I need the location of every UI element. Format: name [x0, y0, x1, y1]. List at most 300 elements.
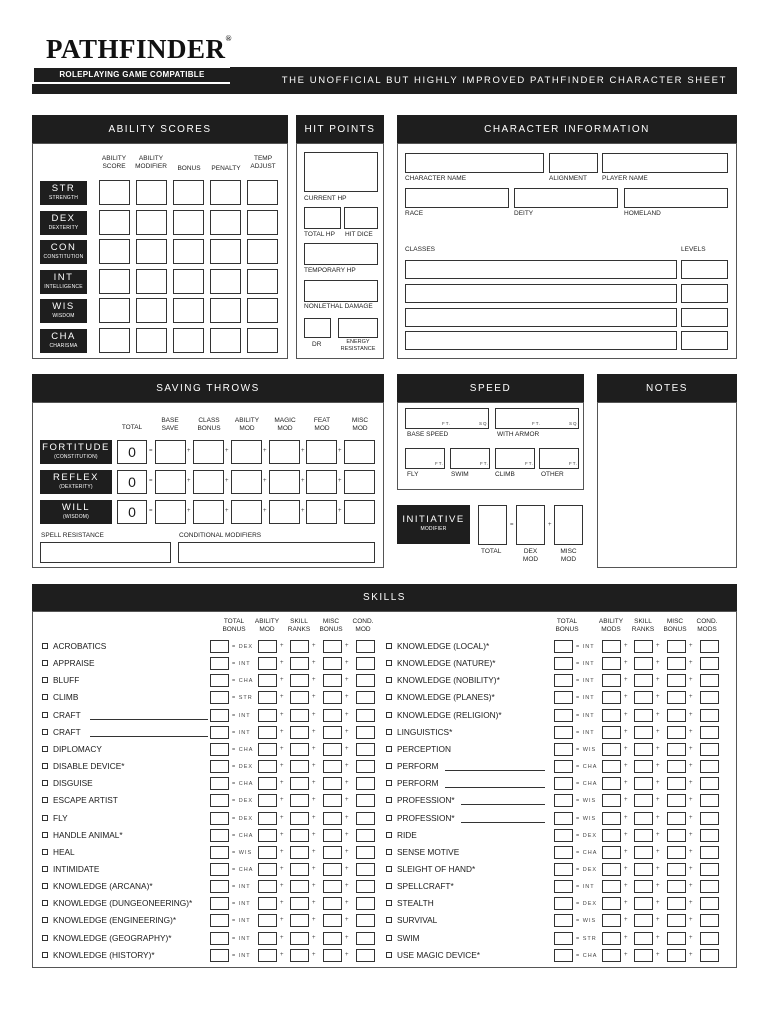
- dr-field[interactable]: [304, 318, 331, 338]
- skill-right-12-field-4[interactable]: [700, 829, 719, 842]
- skill-left-12-total[interactable]: [210, 829, 229, 842]
- skill-right-12-field-2[interactable]: [634, 829, 653, 842]
- save-reflex-field-3[interactable]: [231, 470, 262, 494]
- skill-right-17-field-2[interactable]: [634, 914, 653, 927]
- skill-left-5-specialty-line[interactable]: [90, 719, 208, 720]
- ability-dex-field-5[interactable]: [247, 210, 278, 235]
- skill-left-19-label[interactable]: KNOWLEDGE (HISTORY)*: [42, 950, 155, 960]
- skill-right-12-field-3[interactable]: [667, 829, 686, 842]
- skill-left-11-field-4[interactable]: [356, 812, 375, 825]
- skill-left-7-checkbox[interactable]: [42, 746, 48, 752]
- skill-left-11-field-3[interactable]: [323, 812, 342, 825]
- skill-right-10-field-1[interactable]: [602, 794, 621, 807]
- skill-right-6-label[interactable]: LINGUISTICS*: [386, 727, 452, 737]
- skill-left-6-field-4[interactable]: [356, 726, 375, 739]
- skill-right-11-field-3[interactable]: [667, 812, 686, 825]
- ability-int-field-1[interactable]: [99, 269, 130, 294]
- skill-right-17-label[interactable]: SURVIVAL: [386, 915, 437, 925]
- skill-right-5-field-1[interactable]: [602, 709, 621, 722]
- total-hp-field[interactable]: [304, 207, 341, 229]
- skill-right-7-field-1[interactable]: [602, 743, 621, 756]
- hit-dice-field[interactable]: [344, 207, 378, 229]
- skill-left-5-field-2[interactable]: [290, 709, 309, 722]
- save-fortitude-field-6[interactable]: [344, 440, 375, 464]
- skill-right-12-label[interactable]: RIDE: [386, 830, 417, 840]
- skill-left-8-total[interactable]: [210, 760, 229, 773]
- save-will-field-2[interactable]: [193, 500, 224, 524]
- skill-right-14-field-3[interactable]: [667, 863, 686, 876]
- skill-right-3-total[interactable]: [554, 674, 573, 687]
- skill-right-13-field-2[interactable]: [634, 846, 653, 859]
- skill-left-18-label[interactable]: KNOWLEDGE (GEOGRAPHY)*: [42, 933, 171, 943]
- skill-right-8-total[interactable]: [554, 760, 573, 773]
- skill-right-18-label[interactable]: SWIM: [386, 933, 420, 943]
- skill-right-1-checkbox[interactable]: [386, 643, 392, 649]
- level-field-2[interactable]: [681, 284, 728, 303]
- skill-left-3-field-3[interactable]: [323, 674, 342, 687]
- skill-right-19-field-3[interactable]: [667, 949, 686, 962]
- skill-left-8-field-1[interactable]: [258, 760, 277, 773]
- skill-left-10-field-4[interactable]: [356, 794, 375, 807]
- skill-left-19-field-3[interactable]: [323, 949, 342, 962]
- save-fortitude-field-2[interactable]: [193, 440, 224, 464]
- skill-right-16-total[interactable]: [554, 897, 573, 910]
- skill-left-7-field-3[interactable]: [323, 743, 342, 756]
- skill-right-10-total[interactable]: [554, 794, 573, 807]
- race-field[interactable]: [405, 188, 509, 208]
- skill-left-7-field-1[interactable]: [258, 743, 277, 756]
- skill-right-9-label[interactable]: PERFORM: [386, 778, 439, 788]
- skill-right-4-total[interactable]: [554, 691, 573, 704]
- skill-left-6-field-3[interactable]: [323, 726, 342, 739]
- ability-int-field-3[interactable]: [173, 269, 204, 294]
- skill-right-1-label[interactable]: KNOWLEDGE (LOCAL)*: [386, 641, 489, 651]
- skill-right-11-field-2[interactable]: [634, 812, 653, 825]
- skill-right-2-field-4[interactable]: [700, 657, 719, 670]
- skill-right-18-field-3[interactable]: [667, 932, 686, 945]
- nonlethal-damage-field[interactable]: [304, 280, 378, 302]
- skill-right-16-field-4[interactable]: [700, 897, 719, 910]
- skill-left-5-field-1[interactable]: [258, 709, 277, 722]
- conditional-modifiers-field[interactable]: [178, 542, 375, 563]
- skill-right-5-checkbox[interactable]: [386, 712, 392, 718]
- ability-con-field-2[interactable]: [136, 239, 167, 264]
- skill-left-10-field-3[interactable]: [323, 794, 342, 807]
- ability-dex-field-1[interactable]: [99, 210, 130, 235]
- save-will-field-1[interactable]: [155, 500, 186, 524]
- level-field-1[interactable]: [681, 260, 728, 279]
- skill-right-4-field-1[interactable]: [602, 691, 621, 704]
- skill-right-14-total[interactable]: [554, 863, 573, 876]
- skill-left-6-specialty-line[interactable]: [90, 736, 208, 737]
- skill-left-13-checkbox[interactable]: [42, 849, 48, 855]
- skill-left-3-field-2[interactable]: [290, 674, 309, 687]
- ability-wis-field-3[interactable]: [173, 298, 204, 323]
- skill-right-6-field-4[interactable]: [700, 726, 719, 739]
- ability-con-field-3[interactable]: [173, 239, 204, 264]
- skill-right-9-checkbox[interactable]: [386, 780, 392, 786]
- skill-right-13-label[interactable]: SENSE MOTIVE: [386, 847, 459, 857]
- skill-left-13-field-1[interactable]: [258, 846, 277, 859]
- skill-right-9-total[interactable]: [554, 777, 573, 790]
- skill-left-12-field-4[interactable]: [356, 829, 375, 842]
- skill-right-19-total[interactable]: [554, 949, 573, 962]
- skill-left-13-field-4[interactable]: [356, 846, 375, 859]
- skill-right-3-label[interactable]: KNOWLEDGE (NOBILITY)*: [386, 675, 500, 685]
- skill-right-9-field-1[interactable]: [602, 777, 621, 790]
- skill-left-17-label[interactable]: KNOWLEDGE (ENGINEERING)*: [42, 915, 176, 925]
- skill-right-3-checkbox[interactable]: [386, 677, 392, 683]
- skill-right-10-label[interactable]: PROFESSION*: [386, 795, 455, 805]
- skill-left-9-total[interactable]: [210, 777, 229, 790]
- save-fortitude-field-3[interactable]: [231, 440, 262, 464]
- ability-cha-field-4[interactable]: [210, 328, 241, 353]
- skill-left-16-field-3[interactable]: [323, 897, 342, 910]
- skill-left-14-total[interactable]: [210, 863, 229, 876]
- skill-right-13-field-1[interactable]: [602, 846, 621, 859]
- skill-right-19-field-2[interactable]: [634, 949, 653, 962]
- level-field-3[interactable]: [681, 308, 728, 327]
- skill-left-2-checkbox[interactable]: [42, 660, 48, 666]
- skill-right-8-specialty-line[interactable]: [445, 770, 545, 771]
- skill-right-7-label[interactable]: PERCEPTION: [386, 744, 451, 754]
- skill-left-2-field-1[interactable]: [258, 657, 277, 670]
- skill-right-9-specialty-line[interactable]: [445, 787, 545, 788]
- skill-left-8-checkbox[interactable]: [42, 763, 48, 769]
- ability-dex-field-2[interactable]: [136, 210, 167, 235]
- skill-right-9-field-4[interactable]: [700, 777, 719, 790]
- skill-left-17-checkbox[interactable]: [42, 917, 48, 923]
- skill-left-4-field-2[interactable]: [290, 691, 309, 704]
- skill-right-7-checkbox[interactable]: [386, 746, 392, 752]
- skill-right-4-field-3[interactable]: [667, 691, 686, 704]
- skill-right-6-field-3[interactable]: [667, 726, 686, 739]
- skill-left-15-field-3[interactable]: [323, 880, 342, 893]
- skill-right-2-checkbox[interactable]: [386, 660, 392, 666]
- skill-right-1-field-4[interactable]: [700, 640, 719, 653]
- skill-left-15-field-4[interactable]: [356, 880, 375, 893]
- save-reflex-field-5[interactable]: [306, 470, 337, 494]
- skill-right-13-field-3[interactable]: [667, 846, 686, 859]
- ability-cha-field-1[interactable]: [99, 328, 130, 353]
- initiative-total-field[interactable]: [478, 505, 507, 545]
- skill-right-1-field-1[interactable]: [602, 640, 621, 653]
- energy-resistance-field[interactable]: [338, 318, 378, 338]
- skill-left-14-field-3[interactable]: [323, 863, 342, 876]
- skill-right-9-field-3[interactable]: [667, 777, 686, 790]
- alignment-field[interactable]: [549, 153, 598, 173]
- skill-right-15-total[interactable]: [554, 880, 573, 893]
- skill-right-13-checkbox[interactable]: [386, 849, 392, 855]
- skill-left-15-label[interactable]: KNOWLEDGE (ARCANA)*: [42, 881, 153, 891]
- save-fortitude-field-5[interactable]: [306, 440, 337, 464]
- skill-right-14-field-1[interactable]: [602, 863, 621, 876]
- skill-left-9-field-2[interactable]: [290, 777, 309, 790]
- class-field-4[interactable]: [405, 331, 677, 350]
- skill-left-8-field-3[interactable]: [323, 760, 342, 773]
- skill-right-7-field-4[interactable]: [700, 743, 719, 756]
- skill-left-7-field-4[interactable]: [356, 743, 375, 756]
- skill-left-8-label[interactable]: DISABLE DEVICE*: [42, 761, 124, 771]
- skill-left-1-label[interactable]: ACROBATICS: [42, 641, 106, 651]
- skill-right-15-label[interactable]: SPELLCRAFT*: [386, 881, 454, 891]
- skill-left-4-checkbox[interactable]: [42, 694, 48, 700]
- skill-right-11-specialty-line[interactable]: [461, 822, 545, 823]
- skill-left-3-total[interactable]: [210, 674, 229, 687]
- skill-left-16-total[interactable]: [210, 897, 229, 910]
- ability-str-field-2[interactable]: [136, 180, 167, 205]
- skill-right-10-field-4[interactable]: [700, 794, 719, 807]
- skill-right-3-field-4[interactable]: [700, 674, 719, 687]
- skill-left-12-label[interactable]: HANDLE ANIMAL*: [42, 830, 123, 840]
- skill-right-16-field-1[interactable]: [602, 897, 621, 910]
- initiative-dex-mod-field[interactable]: [516, 505, 545, 545]
- skill-right-15-field-4[interactable]: [700, 880, 719, 893]
- skill-left-1-field-3[interactable]: [323, 640, 342, 653]
- skill-right-17-field-4[interactable]: [700, 914, 719, 927]
- skill-left-16-field-2[interactable]: [290, 897, 309, 910]
- skill-left-18-checkbox[interactable]: [42, 935, 48, 941]
- skill-right-14-label[interactable]: SLEIGHT OF HAND*: [386, 864, 475, 874]
- skill-right-17-total[interactable]: [554, 914, 573, 927]
- skill-right-16-label[interactable]: STEALTH: [386, 898, 434, 908]
- skill-left-14-field-2[interactable]: [290, 863, 309, 876]
- skill-right-16-checkbox[interactable]: [386, 900, 392, 906]
- skill-right-10-specialty-line[interactable]: [461, 804, 545, 805]
- skill-right-8-field-1[interactable]: [602, 760, 621, 773]
- skill-right-1-field-2[interactable]: [634, 640, 653, 653]
- skill-left-3-field-4[interactable]: [356, 674, 375, 687]
- skill-left-13-label[interactable]: HEAL: [42, 847, 75, 857]
- skill-left-15-checkbox[interactable]: [42, 883, 48, 889]
- skill-left-17-field-1[interactable]: [258, 914, 277, 927]
- skill-left-3-checkbox[interactable]: [42, 677, 48, 683]
- skill-left-2-label[interactable]: APPRAISE: [42, 658, 95, 668]
- ability-str-field-5[interactable]: [247, 180, 278, 205]
- skill-left-18-field-2[interactable]: [290, 932, 309, 945]
- skill-right-2-field-1[interactable]: [602, 657, 621, 670]
- skill-left-12-field-2[interactable]: [290, 829, 309, 842]
- initiative-misc-mod-field[interactable]: [554, 505, 583, 545]
- skill-right-15-field-3[interactable]: [667, 880, 686, 893]
- skill-right-6-total[interactable]: [554, 726, 573, 739]
- class-field-1[interactable]: [405, 260, 677, 279]
- skill-right-12-checkbox[interactable]: [386, 832, 392, 838]
- skill-right-17-field-3[interactable]: [667, 914, 686, 927]
- skill-left-14-field-1[interactable]: [258, 863, 277, 876]
- skill-left-14-label[interactable]: INTIMIDATE: [42, 864, 99, 874]
- skill-right-4-label[interactable]: KNOWLEDGE (PLANES)*: [386, 692, 495, 702]
- skill-left-11-label[interactable]: FLY: [42, 813, 68, 823]
- skill-left-8-field-2[interactable]: [290, 760, 309, 773]
- skill-right-15-field-1[interactable]: [602, 880, 621, 893]
- skill-left-7-label[interactable]: DIPLOMACY: [42, 744, 102, 754]
- ability-int-field-5[interactable]: [247, 269, 278, 294]
- skill-left-6-checkbox[interactable]: [42, 729, 48, 735]
- skill-left-13-field-3[interactable]: [323, 846, 342, 859]
- skill-right-17-field-1[interactable]: [602, 914, 621, 927]
- skill-left-6-total[interactable]: [210, 726, 229, 739]
- skill-left-9-label[interactable]: DISGUISE: [42, 778, 93, 788]
- skill-left-4-total[interactable]: [210, 691, 229, 704]
- skill-left-10-checkbox[interactable]: [42, 797, 48, 803]
- ability-con-field-5[interactable]: [247, 239, 278, 264]
- ability-str-field-4[interactable]: [210, 180, 241, 205]
- skill-left-18-field-3[interactable]: [323, 932, 342, 945]
- skill-left-11-total[interactable]: [210, 812, 229, 825]
- skill-right-7-field-3[interactable]: [667, 743, 686, 756]
- skill-left-5-checkbox[interactable]: [42, 712, 48, 718]
- skill-right-14-field-4[interactable]: [700, 863, 719, 876]
- skill-right-14-checkbox[interactable]: [386, 866, 392, 872]
- skill-left-16-label[interactable]: KNOWLEDGE (DUNGEONEERING)*: [42, 898, 192, 908]
- skill-right-7-field-2[interactable]: [634, 743, 653, 756]
- current-hp-field[interactable]: [304, 152, 378, 192]
- skill-right-2-field-3[interactable]: [667, 657, 686, 670]
- skill-right-18-field-2[interactable]: [634, 932, 653, 945]
- save-fortitude-total-field[interactable]: 0: [117, 440, 147, 464]
- skill-right-3-field-2[interactable]: [634, 674, 653, 687]
- ability-cha-field-3[interactable]: [173, 328, 204, 353]
- class-field-2[interactable]: [405, 284, 677, 303]
- skill-left-10-field-1[interactable]: [258, 794, 277, 807]
- skill-right-16-field-3[interactable]: [667, 897, 686, 910]
- player-name-field[interactable]: [602, 153, 728, 173]
- skill-right-6-field-1[interactable]: [602, 726, 621, 739]
- skill-right-8-label[interactable]: PERFORM: [386, 761, 439, 771]
- skill-right-4-checkbox[interactable]: [386, 694, 392, 700]
- skill-right-18-field-1[interactable]: [602, 932, 621, 945]
- skill-right-5-total[interactable]: [554, 709, 573, 722]
- skill-right-11-label[interactable]: PROFESSION*: [386, 813, 455, 823]
- ability-wis-field-5[interactable]: [247, 298, 278, 323]
- skill-right-9-field-2[interactable]: [634, 777, 653, 790]
- skill-right-8-checkbox[interactable]: [386, 763, 392, 769]
- skill-right-13-total[interactable]: [554, 846, 573, 859]
- skill-right-2-field-2[interactable]: [634, 657, 653, 670]
- save-reflex-field-1[interactable]: [155, 470, 186, 494]
- skill-left-5-total[interactable]: [210, 709, 229, 722]
- ability-con-field-1[interactable]: [99, 239, 130, 264]
- ability-dex-field-4[interactable]: [210, 210, 241, 235]
- skill-left-11-field-2[interactable]: [290, 812, 309, 825]
- skill-left-5-field-3[interactable]: [323, 709, 342, 722]
- skill-right-19-checkbox[interactable]: [386, 952, 392, 958]
- save-reflex-field-4[interactable]: [269, 470, 300, 494]
- skill-left-9-field-1[interactable]: [258, 777, 277, 790]
- skill-left-14-checkbox[interactable]: [42, 866, 48, 872]
- skill-left-12-checkbox[interactable]: [42, 832, 48, 838]
- skill-right-15-checkbox[interactable]: [386, 883, 392, 889]
- save-reflex-field-6[interactable]: [344, 470, 375, 494]
- skill-left-2-field-3[interactable]: [323, 657, 342, 670]
- class-field-3[interactable]: [405, 308, 677, 327]
- skill-left-16-field-4[interactable]: [356, 897, 375, 910]
- ability-wis-field-2[interactable]: [136, 298, 167, 323]
- save-reflex-field-2[interactable]: [193, 470, 224, 494]
- skill-right-8-field-2[interactable]: [634, 760, 653, 773]
- skill-right-11-total[interactable]: [554, 812, 573, 825]
- skill-right-2-label[interactable]: KNOWLEDGE (NATURE)*: [386, 658, 496, 668]
- skill-right-18-checkbox[interactable]: [386, 935, 392, 941]
- skill-left-12-field-3[interactable]: [323, 829, 342, 842]
- skill-left-17-field-3[interactable]: [323, 914, 342, 927]
- save-fortitude-field-4[interactable]: [269, 440, 300, 464]
- skill-left-11-checkbox[interactable]: [42, 815, 48, 821]
- skill-left-16-field-1[interactable]: [258, 897, 277, 910]
- skill-left-7-total[interactable]: [210, 743, 229, 756]
- skill-left-19-field-4[interactable]: [356, 949, 375, 962]
- skill-left-6-label[interactable]: CRAFT: [42, 727, 81, 737]
- skill-left-9-checkbox[interactable]: [42, 780, 48, 786]
- skill-left-10-label[interactable]: ESCAPE ARTIST: [42, 795, 118, 805]
- character-name-field[interactable]: [405, 153, 544, 173]
- skill-left-15-field-1[interactable]: [258, 880, 277, 893]
- save-will-field-4[interactable]: [269, 500, 300, 524]
- skill-left-9-field-3[interactable]: [323, 777, 342, 790]
- skill-left-1-field-2[interactable]: [290, 640, 309, 653]
- skill-right-19-field-4[interactable]: [700, 949, 719, 962]
- skill-left-11-field-1[interactable]: [258, 812, 277, 825]
- skill-left-10-total[interactable]: [210, 794, 229, 807]
- skill-right-1-field-3[interactable]: [667, 640, 686, 653]
- skill-left-3-field-1[interactable]: [258, 674, 277, 687]
- skill-right-19-field-1[interactable]: [602, 949, 621, 962]
- skill-left-6-field-1[interactable]: [258, 726, 277, 739]
- save-will-field-6[interactable]: [344, 500, 375, 524]
- homeland-field[interactable]: [624, 188, 728, 208]
- level-field-4[interactable]: [681, 331, 728, 350]
- skill-right-4-field-4[interactable]: [700, 691, 719, 704]
- skill-left-4-field-4[interactable]: [356, 691, 375, 704]
- save-will-field-5[interactable]: [306, 500, 337, 524]
- skill-left-19-checkbox[interactable]: [42, 952, 48, 958]
- skill-left-15-field-2[interactable]: [290, 880, 309, 893]
- save-will-total-field[interactable]: 0: [117, 500, 147, 524]
- skill-right-12-field-1[interactable]: [602, 829, 621, 842]
- skill-right-4-field-2[interactable]: [634, 691, 653, 704]
- skill-right-15-field-2[interactable]: [634, 880, 653, 893]
- skill-right-14-field-2[interactable]: [634, 863, 653, 876]
- skill-right-10-field-3[interactable]: [667, 794, 686, 807]
- skill-left-18-total[interactable]: [210, 932, 229, 945]
- skill-left-10-field-2[interactable]: [290, 794, 309, 807]
- skill-left-19-total[interactable]: [210, 949, 229, 962]
- skill-right-11-checkbox[interactable]: [386, 815, 392, 821]
- skill-right-5-field-3[interactable]: [667, 709, 686, 722]
- skill-right-13-field-4[interactable]: [700, 846, 719, 859]
- ability-wis-field-4[interactable]: [210, 298, 241, 323]
- skill-left-1-total[interactable]: [210, 640, 229, 653]
- skill-right-3-field-1[interactable]: [602, 674, 621, 687]
- skill-right-16-field-2[interactable]: [634, 897, 653, 910]
- skill-right-8-field-4[interactable]: [700, 760, 719, 773]
- skill-right-3-field-3[interactable]: [667, 674, 686, 687]
- skill-left-1-field-1[interactable]: [258, 640, 277, 653]
- skill-left-2-field-4[interactable]: [356, 657, 375, 670]
- save-reflex-total-field[interactable]: 0: [117, 470, 147, 494]
- ability-dex-field-3[interactable]: [173, 210, 204, 235]
- ability-str-field-1[interactable]: [99, 180, 130, 205]
- ability-str-field-3[interactable]: [173, 180, 204, 205]
- skill-left-8-field-4[interactable]: [356, 760, 375, 773]
- ability-int-field-2[interactable]: [136, 269, 167, 294]
- skill-left-19-field-2[interactable]: [290, 949, 309, 962]
- skill-left-18-field-4[interactable]: [356, 932, 375, 945]
- ability-con-field-4[interactable]: [210, 239, 241, 264]
- notes-field[interactable]: [597, 402, 737, 568]
- skill-right-17-checkbox[interactable]: [386, 917, 392, 923]
